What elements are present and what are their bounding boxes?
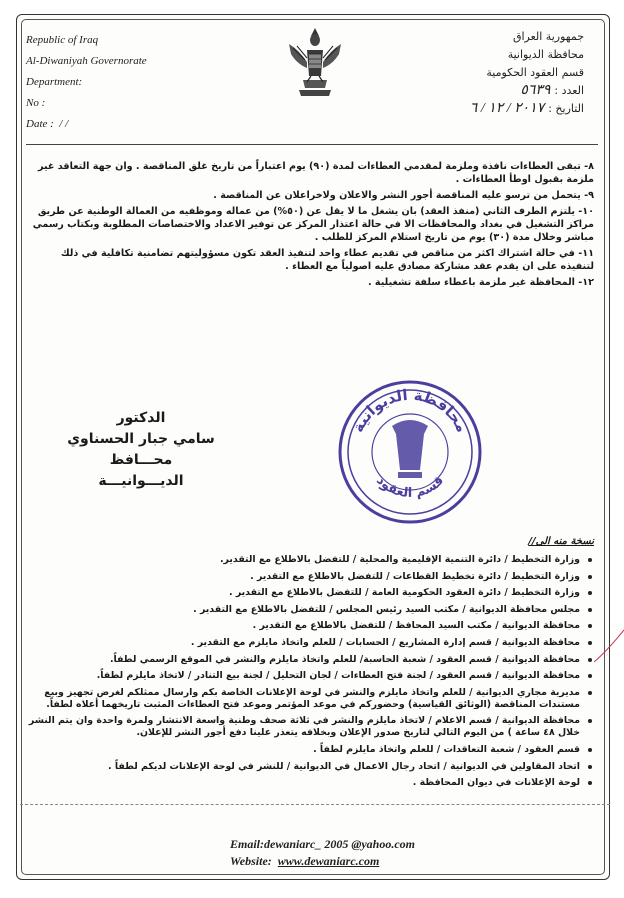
tender-clauses bbox=[30, 160, 594, 292]
copies-list bbox=[28, 554, 594, 789]
copy-recipient: قسم العقود / شعبة التعاقدات / للعلم واتخاذ مايلزم لطفاً . bbox=[28, 744, 580, 756]
copy-recipient: محافظة الديوانية / مكتب السيد المحافظ / للتفضل بالاطلاع مع التقدير . bbox=[28, 620, 580, 632]
header-country-en: Republic of Iraq bbox=[26, 34, 99, 46]
clause-12: ١٢- المحافظة غير ملزمة باعطاء سلفة تشغيلية . bbox=[367, 277, 594, 288]
copy-recipient: اتحاد المقاولين في الديوانية / اتحاد رجال الاعمال في الديوانية / للنشر في لوحة الإعلانات لديكم لطفاً . bbox=[28, 761, 580, 773]
copy-recipient: محافظة الديوانية / قسم العقود / لجنة فتح العطاءات / لجان التحليل / لجنة بيع التنادر / لاتخاذ مايلزم لطفاً. bbox=[28, 670, 580, 682]
clause-8: ٨- تبقى العطاءات نافذة وملزمة لمقدمي العطاءات لمدة (٩٠) يوم اعتباراً من تاريخ غلق المناقصة . وان جهة التعاقد غير ملزمة بقبول اوطأ العطاءات . bbox=[37, 161, 594, 185]
website-label: Website: bbox=[230, 854, 272, 868]
header-date-label: Date : bbox=[26, 118, 54, 130]
header-date-value-ar: ٢٠١٧ / ١٢ / ٦ bbox=[469, 101, 545, 116]
red-pen-mark bbox=[594, 626, 624, 666]
header-date-row bbox=[26, 114, 147, 135]
header-left bbox=[26, 30, 147, 135]
iraq-eagle-emblem bbox=[285, 24, 345, 102]
stamp-text-bottom: قسم العقود bbox=[373, 473, 447, 501]
copies-heading: نسخة منه الى// bbox=[528, 536, 594, 547]
header-department-ar: قسم العقود الحكومية bbox=[486, 66, 584, 79]
header-date-row-ar bbox=[470, 100, 584, 118]
website-link[interactable]: www.dewaniarc.com bbox=[277, 854, 380, 868]
contact-info bbox=[230, 836, 415, 870]
website-row bbox=[230, 853, 415, 870]
copy-recipient: محافظة الديوانية / قسم إدارة المشاريع / الحسابات / للعلم واتخاذ مايلزم مع التقدير . bbox=[28, 637, 580, 649]
email-label: Email: bbox=[230, 837, 265, 851]
clause-11: ١١- في حالة اشتراك اكثر من مناقص في تقديم عطاء واحد لتنفيذ العقد تكون مسؤوليتهم تضامنية تكافلية في ذلك لتنفيذه على ان يقدم عقد مشاركة مصادق عليه اصولياً مع العطاء . bbox=[60, 248, 594, 272]
clause-10: ١٠- يلتزم الطرف الثاني (منفذ العقد) بان يشغل ما لا يقل عن (٥٠%) من عماله وموظفيه من العمالة الوطنية عن طريق مراكز التشغيل في بغداد والمحافظات الا في حالة اعتذار المركز عن توفير الاعداد والاختصاصات المطلوبة وبكتاب رسمي مباشر وخلال مدة (٣٠) يوم من تاريخ استلام المركز للطلب . bbox=[32, 206, 594, 243]
copy-recipient: مديرية مجاري الديوانية / للعلم واتخاذ مايلزم والنشر في لوحة الإعلانات الخاصة بكم وارسال ممثلكم لغرض تجهيز وبيع مستندات المناقصة (الوثائق القياسية) وحضوركم في موعد المؤتمر وموعد فتح العطاءات المثبت تاريخهما أعلاه لطفاً. bbox=[28, 687, 580, 711]
header-date-label-ar: التاريخ : bbox=[548, 102, 584, 115]
copy-recipient: وزارة التخطيط / دائرة العقود الحكومية العامة / للتفضل بالاطلاع مع التقدير . bbox=[28, 587, 580, 599]
official-stamp bbox=[336, 378, 484, 526]
header-department-label: Department: bbox=[26, 76, 83, 88]
copy-recipient: لوحة الإعلانات في ديوان المحافظة . bbox=[28, 777, 580, 789]
header-date-value: / / bbox=[59, 118, 69, 130]
stamp-text-top: محافظة الديوانية bbox=[348, 385, 472, 436]
governor-signature-block bbox=[66, 408, 216, 492]
header-governorate-en: Al-Diwaniyah Governorate bbox=[26, 55, 147, 67]
copies-section bbox=[28, 536, 594, 794]
header-right bbox=[470, 28, 584, 118]
clause-9: ٩- يتحمل من ترسو عليه المناقصة أجور النشر والاعلان ولاخراعلان عن المناقصة . bbox=[213, 190, 594, 201]
header-number-value: ٥٦٣٩ bbox=[520, 83, 551, 98]
copy-recipient: محافظة الديوانية / قسم الاعلام / لاتخاذ مايلزم والنشر في ثلاثة صحف وطنية واسعة الانتشار ولمرة واحدة وان يتم النشر خلال ٤٨ ساعة ) من اليوم التالي لتاريخ صدور الإعلان وبخلافه يتعذر علينا دفع أجور النشر للإعلان. bbox=[28, 715, 580, 739]
email-row bbox=[230, 836, 415, 853]
copy-recipient: محافظة الديوانية / قسم العقود / شعبة الحاسبة/ للعلم واتخاذ مايلزم والنشر في الموقع الرسمي لطفاً. bbox=[28, 654, 580, 666]
header-number-row bbox=[470, 82, 584, 100]
header-governorate-ar: محافظة الديوانية bbox=[507, 48, 584, 61]
signature-title: الدكتور bbox=[116, 410, 166, 426]
header-no-label: No : bbox=[26, 97, 46, 109]
copy-recipient: مجلس محافظة الديوانية / مكتب السيد رئيس المجلس / للتفضل بالاطلاع مع التقدير . bbox=[28, 604, 580, 616]
signature-name: سامي جبار الحسناوي bbox=[67, 431, 215, 447]
footer-divider bbox=[20, 804, 610, 805]
signature-position: محـــافظ الديـــوانيـــة bbox=[98, 452, 184, 489]
header-country-ar: جمهورية العراق bbox=[512, 30, 584, 43]
header-divider bbox=[26, 144, 598, 145]
email-address[interactable]: dewaniarc_ 2005 @yahoo.com bbox=[264, 837, 415, 851]
copy-recipient: وزارة التخطيط / دائرة تخطيط القطاعات / للتفضل بالاطلاع مع التقدير . bbox=[28, 571, 580, 583]
copy-recipient: وزارة التخطيط / دائرة التنمية الإقليمية والمحلية / للتفضل بالاطلاع مع التقدير. bbox=[28, 554, 580, 566]
header-number-label: العدد : bbox=[554, 84, 584, 97]
